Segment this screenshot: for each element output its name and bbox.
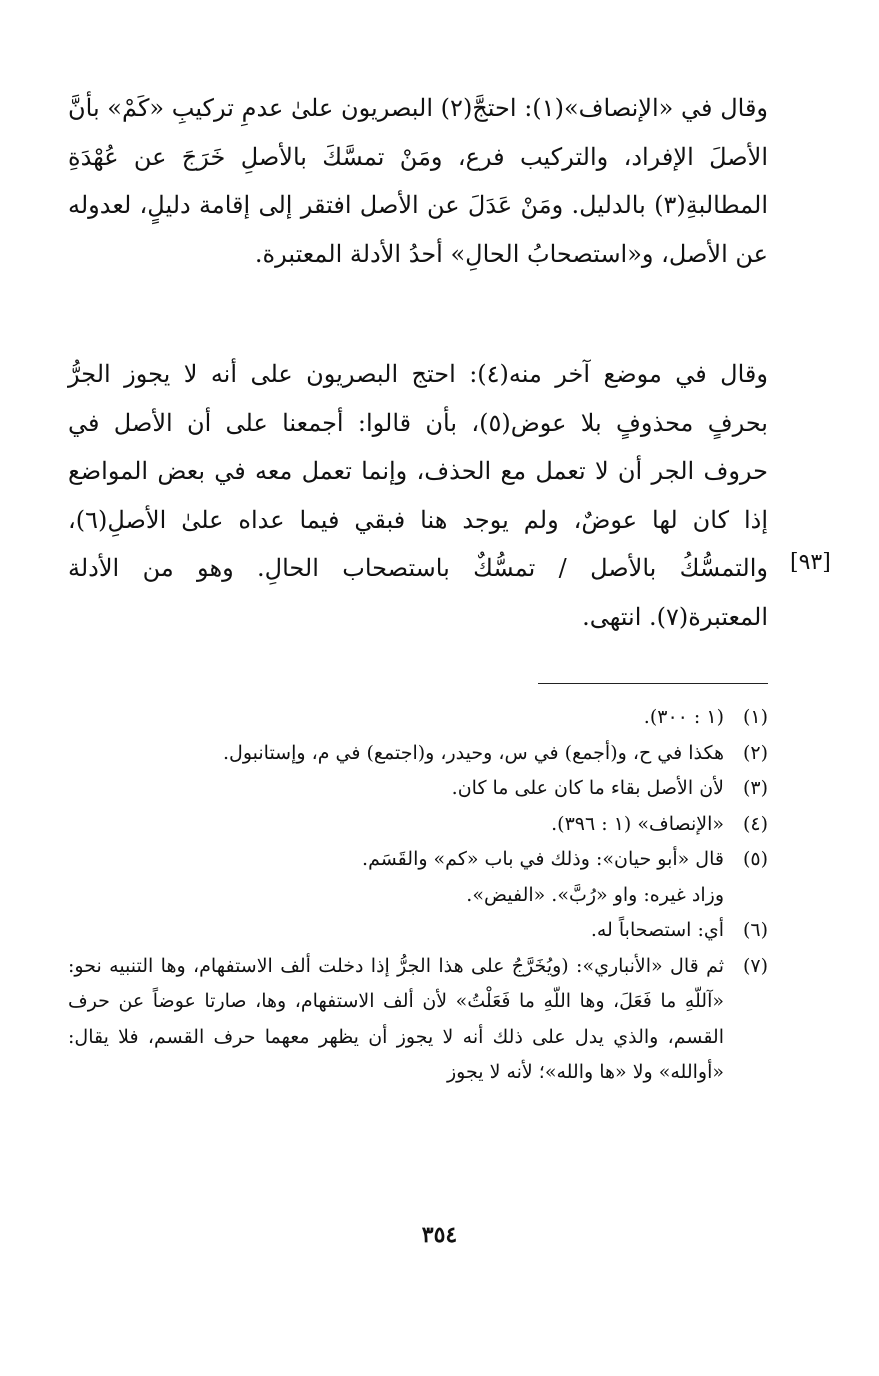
footnote-5 — [68, 842, 768, 878]
footnotes — [68, 700, 768, 1091]
paragraph-text: وقال في «الإنصاف»(١): احتجَّ(٢) البصريون علىٰ عدمِ تركيبِ «كَمْ» بأنَّ الأصلَ الإفراد، والتركيب فرع، ومَنْ تمسَّكَ بالأصلِ خَرَجَ عن عُهْدَةِ المطالبةِ(٣) بالدليل. ومَنْ عَدَلَ عن الأصل افتقر إلى إقامة دليلٍ، لعدوله عن الأصل، و«استصحابُ الحالِ» أحدُ الأدلة المعتبرة. — [68, 94, 769, 268]
footnote-text: قال «أبو حيان»: وذلك في باب «كم» والقَسَم. — [362, 848, 724, 870]
body-paragraph-2 — [68, 350, 768, 641]
footnote-number: (٣) — [742, 777, 768, 799]
footnote-number: (١) — [742, 706, 768, 728]
margin-page-reference: [٩٣] — [790, 550, 831, 575]
footnote-number: (٦) — [742, 919, 768, 941]
footnote-1 — [68, 700, 768, 736]
footnote-7 — [68, 949, 768, 1091]
footnote-number: (٤) — [742, 812, 768, 835]
footnote-number: (٥) — [742, 848, 768, 870]
footnote-text: «الإنصاف» (١ : ٣٩٦). — [551, 812, 724, 835]
footnote-text: هكذا في ح، و(أجمع) في س، وحيدر، و(اجتمع) في م، وإستانبول. — [222, 741, 724, 764]
footnote-text: لأن الأصل بقاء ما كان على ما كان. — [451, 777, 724, 799]
footnote-separator — [538, 683, 768, 684]
footnote-5-continuation: وزاد غيره: واو «رُبَّ». «الفيض». — [466, 883, 724, 906]
footnote-number: (٧) — [742, 954, 768, 977]
footnote-text: ثم قال «الأنباري»: (ويُخَرَّجُ على هذا الجرُّ إذا دخلت ألف الاستفهام، وها التنبيه نحو: «آللّهِ ما فَعَلَ، وها اللّهِ ما فَعَلْتُ» لأن ألف الاستفهام، وها، صارتا عوضاً عن حرف القسم، والذي يدل على ذلك أنه لا يجوز أن يظهر معهما حرف القسم، فلا يقال: «أوالله» ولا «ها والله»؛ لأنه لا يجوز — [68, 954, 724, 1083]
footnote-3 — [68, 771, 768, 807]
footnote-text: أي: استصحاباً له. — [590, 919, 724, 941]
paragraph-text: وقال في موضع آخر منه(٤): احتج البصريون على أنه لا يجوز الجرُّ بحرفٍ محذوفٍ بلا عوض(٥)، بأن قالوا: أجمعنا على أن الأصل في حروف الجر أن لا تعمل مع الحذف، وإنما تعمل معه في بعض المواضع إذا كان لها عوضٌ، ولم يوجد هنا فبقي فيما عداه علىٰ الأصلِ(٦)، والتمسُّكُ بالأصل / تمسُّكٌ باستصحاب الحالِ. وهو من الأدلة المعتبرة(٧). انتهى. — [68, 360, 768, 631]
footnote-4 — [68, 807, 768, 843]
footnote-6 — [68, 913, 768, 949]
footnote-2 — [68, 736, 768, 772]
body-paragraph-1 — [68, 84, 768, 278]
footnote-number: (٢) — [742, 741, 768, 764]
page-number: ٣٥٤ — [421, 1222, 458, 1248]
footnote-text: (١ : ٣٠٠). — [643, 706, 724, 728]
